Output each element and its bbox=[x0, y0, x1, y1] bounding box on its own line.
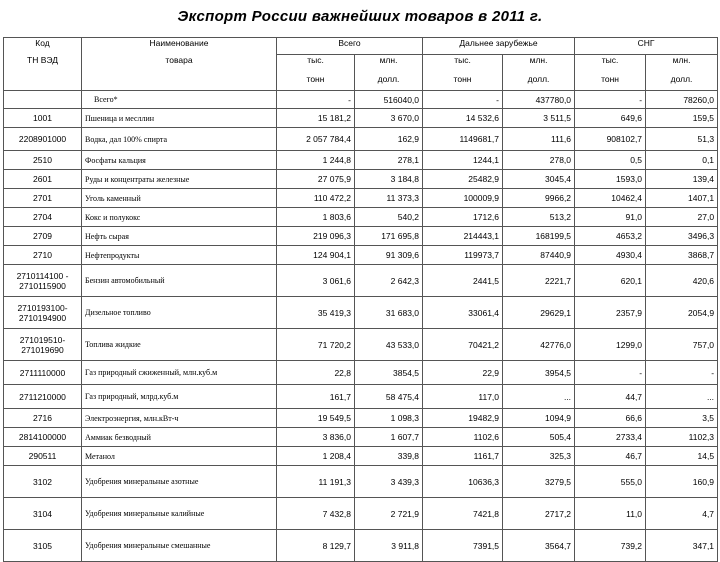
cell-total-tons: 1 244,8 bbox=[277, 151, 355, 170]
cell-far-tons: 33061,4 bbox=[423, 297, 503, 329]
cell-cis-tons: - bbox=[575, 361, 646, 385]
cell-cis-tons: 66,6 bbox=[575, 409, 646, 428]
cell-name: Уголь каменный bbox=[82, 189, 277, 208]
cell-total-usd: 58 475,4 bbox=[355, 385, 423, 409]
table-row bbox=[4, 498, 718, 530]
cell-total-tons: 11 191,3 bbox=[277, 466, 355, 498]
cell-name: Кокс и полукокс bbox=[82, 208, 277, 227]
cell-name: Удобрения минеральные смешанные bbox=[82, 530, 277, 562]
table-row bbox=[4, 128, 718, 151]
cell-code: 2710193100- 2710194900 bbox=[4, 297, 82, 329]
cell-far-usd: 3564,7 bbox=[503, 530, 575, 562]
cell-code: 2710 bbox=[4, 246, 82, 265]
header-code-2: ТН ВЭД bbox=[4, 55, 82, 74]
cell-code: 2709 bbox=[4, 227, 82, 246]
cell-name: Нефть сырая bbox=[82, 227, 277, 246]
header-unit: долл. bbox=[355, 74, 423, 91]
cell-total-usd: 2 642,3 bbox=[355, 265, 423, 297]
cell-far-tons: 25482,9 bbox=[423, 170, 503, 189]
cell-far-tons: 19482,9 bbox=[423, 409, 503, 428]
header-unit: долл. bbox=[503, 74, 575, 91]
cell-far-usd: 1094,9 bbox=[503, 409, 575, 428]
cell-name: Нефтепродукты bbox=[82, 246, 277, 265]
cell-total-usd: 91 309,6 bbox=[355, 246, 423, 265]
cell-total-tons: 8 129,7 bbox=[277, 530, 355, 562]
cell-cis-usd: 0,1 bbox=[646, 151, 718, 170]
cell-code: 1001 bbox=[4, 109, 82, 128]
cell-total-tons: 15 181,2 bbox=[277, 109, 355, 128]
cell-cis-usd: ... bbox=[646, 385, 718, 409]
cell-total-tons: 7 432,8 bbox=[277, 498, 355, 530]
cell-cis-usd: 27,0 bbox=[646, 208, 718, 227]
cell-cis-usd: 14,5 bbox=[646, 447, 718, 466]
cell-code: 2510 bbox=[4, 151, 82, 170]
cell-cis-usd: 139,4 bbox=[646, 170, 718, 189]
cell-name: Метанол bbox=[82, 447, 277, 466]
cell-total-tons: 1 208,4 bbox=[277, 447, 355, 466]
cell-name: Удобрения минеральные азотные bbox=[82, 466, 277, 498]
table-row bbox=[4, 385, 718, 409]
cell-cis-usd: 347,1 bbox=[646, 530, 718, 562]
cell-far-usd: 2221,7 bbox=[503, 265, 575, 297]
cell-far-tons: 2441,5 bbox=[423, 265, 503, 297]
table-row bbox=[4, 466, 718, 498]
cell-cis-usd: 757,0 bbox=[646, 329, 718, 361]
cell-total-usd: 2 721,9 bbox=[355, 498, 423, 530]
header-unit: млн. bbox=[646, 55, 718, 74]
cell-far-usd: 2717,2 bbox=[503, 498, 575, 530]
cell-cis-tons: 11,0 bbox=[575, 498, 646, 530]
cell-name: Удобрения минеральные калийные bbox=[82, 498, 277, 530]
header-cis: СНГ bbox=[575, 38, 718, 55]
cell-far-tons: 14 532,6 bbox=[423, 109, 503, 128]
cell-total-tons: 19 549,5 bbox=[277, 409, 355, 428]
cell-cis-usd: 420,6 bbox=[646, 265, 718, 297]
cell-code: 271019510- 271019690 bbox=[4, 329, 82, 361]
cell-far-usd: 325,3 bbox=[503, 447, 575, 466]
table-row bbox=[4, 189, 718, 208]
table-row bbox=[4, 530, 718, 562]
table-row bbox=[4, 208, 718, 227]
cell-far-tons: 22,9 bbox=[423, 361, 503, 385]
table-row bbox=[4, 109, 718, 128]
cell-cis-tons: 4653,2 bbox=[575, 227, 646, 246]
cell-code: 2814100000 bbox=[4, 428, 82, 447]
cell-name: Аммиак безводный bbox=[82, 428, 277, 447]
cell-total-tons: 3 836,0 bbox=[277, 428, 355, 447]
cell-total-usd: 1 607,7 bbox=[355, 428, 423, 447]
cell-far-usd: ... bbox=[503, 385, 575, 409]
cell-code: 3102 bbox=[4, 466, 82, 498]
cell-total-tons: 27 075,9 bbox=[277, 170, 355, 189]
cell-cis-usd: 4,7 bbox=[646, 498, 718, 530]
cell-name: Пшеница и месллин bbox=[82, 109, 277, 128]
cell-cis-usd: 51,3 bbox=[646, 128, 718, 151]
cell-total-tons: - bbox=[277, 91, 355, 109]
cell-cis-tons: 46,7 bbox=[575, 447, 646, 466]
cell-cis-usd: 159,5 bbox=[646, 109, 718, 128]
cell-cis-usd: 78260,0 bbox=[646, 91, 718, 109]
cell-cis-tons: 649,6 bbox=[575, 109, 646, 128]
cell-cis-tons: 908102,7 bbox=[575, 128, 646, 151]
table-row bbox=[4, 151, 718, 170]
cell-total-usd: 162,9 bbox=[355, 128, 423, 151]
cell-cis-tons: 1593,0 bbox=[575, 170, 646, 189]
cell-name: Бензин автомобильный bbox=[82, 265, 277, 297]
header-name: Наименование bbox=[82, 38, 277, 55]
cell-far-tons: 1161,7 bbox=[423, 447, 503, 466]
cell-total-usd: 31 683,0 bbox=[355, 297, 423, 329]
cell-far-usd: 513,2 bbox=[503, 208, 575, 227]
cell-cis-usd: 3868,7 bbox=[646, 246, 718, 265]
table-row bbox=[4, 447, 718, 466]
cell-cis-usd: 160,9 bbox=[646, 466, 718, 498]
cell-total-tons: 161,7 bbox=[277, 385, 355, 409]
cell-far-tons: 119973,7 bbox=[423, 246, 503, 265]
cell-far-tons: 7391,5 bbox=[423, 530, 503, 562]
cell-far-usd: 3 511,5 bbox=[503, 109, 575, 128]
cell-total-tons: 1 803,6 bbox=[277, 208, 355, 227]
header-unit: тонн bbox=[423, 74, 503, 91]
cell-total-usd: 3 439,3 bbox=[355, 466, 423, 498]
table-header bbox=[4, 38, 718, 91]
cell-total-tons: 71 720,2 bbox=[277, 329, 355, 361]
cell-far-tons: 1712,6 bbox=[423, 208, 503, 227]
cell-total-tons: 110 472,2 bbox=[277, 189, 355, 208]
cell-cis-usd: 3,5 bbox=[646, 409, 718, 428]
cell-cis-tons: 2733,4 bbox=[575, 428, 646, 447]
cell-name: Фосфаты кальция bbox=[82, 151, 277, 170]
cell-far-tons: 10636,3 bbox=[423, 466, 503, 498]
table-row bbox=[4, 361, 718, 385]
cell-far-usd: 3279,5 bbox=[503, 466, 575, 498]
cell-far-tons: 1102,6 bbox=[423, 428, 503, 447]
table-row bbox=[4, 246, 718, 265]
cell-cis-tons: 620,1 bbox=[575, 265, 646, 297]
cell-far-tons: - bbox=[423, 91, 503, 109]
cell-cis-tons: 10462,4 bbox=[575, 189, 646, 208]
cell-cis-tons: - bbox=[575, 91, 646, 109]
header-unit: тыс. bbox=[575, 55, 646, 74]
cell-total-usd: 278,1 bbox=[355, 151, 423, 170]
cell-code: 2701 bbox=[4, 189, 82, 208]
cell-far-usd: 3954,5 bbox=[503, 361, 575, 385]
cell-far-usd: 168199,5 bbox=[503, 227, 575, 246]
cell-name: Топлива жидкие bbox=[82, 329, 277, 361]
table-row bbox=[4, 329, 718, 361]
cell-total-usd: 1 098,3 bbox=[355, 409, 423, 428]
cell-code: 2710114100 - 2710115900 bbox=[4, 265, 82, 297]
header-code: Код bbox=[4, 38, 82, 55]
cell-name: Электроэнергия, млн.кВт-ч bbox=[82, 409, 277, 428]
cell-cis-tons: 2357,9 bbox=[575, 297, 646, 329]
cell-far-usd: 111,6 bbox=[503, 128, 575, 151]
table-row bbox=[4, 265, 718, 297]
table-row bbox=[4, 170, 718, 189]
header-unit: долл. bbox=[646, 74, 718, 91]
cell-cis-tons: 91,0 bbox=[575, 208, 646, 227]
cell-cis-tons: 1299,0 bbox=[575, 329, 646, 361]
cell-code: 2711110000 bbox=[4, 361, 82, 385]
table-row bbox=[4, 428, 718, 447]
cell-cis-tons: 739,2 bbox=[575, 530, 646, 562]
cell-total-usd: 43 533,0 bbox=[355, 329, 423, 361]
cell-total-usd: 3 911,8 bbox=[355, 530, 423, 562]
cell-code: 2716 bbox=[4, 409, 82, 428]
cell-far-tons: 1149681,7 bbox=[423, 128, 503, 151]
cell-cis-usd: 2054,9 bbox=[646, 297, 718, 329]
cell-name: Водка, дал 100% спирта bbox=[82, 128, 277, 151]
cell-total-usd: 3 670,0 bbox=[355, 109, 423, 128]
cell-far-tons: 7421,8 bbox=[423, 498, 503, 530]
cell-far-tons: 117,0 bbox=[423, 385, 503, 409]
cell-far-usd: 278,0 bbox=[503, 151, 575, 170]
table-row bbox=[4, 227, 718, 246]
cell-far-tons: 70421,2 bbox=[423, 329, 503, 361]
header-unit: тыс. bbox=[277, 55, 355, 74]
table-row bbox=[4, 409, 718, 428]
cell-total-tons: 3 061,6 bbox=[277, 265, 355, 297]
cell-cis-tons: 555,0 bbox=[575, 466, 646, 498]
page-title: Экспорт России важнейших товаров в 2011 г. bbox=[177, 8, 543, 25]
cell-cis-usd: - bbox=[646, 361, 718, 385]
cell-name: Дизельное топливо bbox=[82, 297, 277, 329]
cell-cis-usd: 1102,3 bbox=[646, 428, 718, 447]
cell-code: 3104 bbox=[4, 498, 82, 530]
cell-total-usd: 3 184,8 bbox=[355, 170, 423, 189]
cell-far-usd: 42776,0 bbox=[503, 329, 575, 361]
cell-total-tons: 35 419,3 bbox=[277, 297, 355, 329]
cell-total-tons: 22,8 bbox=[277, 361, 355, 385]
cell-total-tons: 124 904,1 bbox=[277, 246, 355, 265]
cell-far-usd: 29629,1 bbox=[503, 297, 575, 329]
cell-name: Газ природный, млрд.куб.м bbox=[82, 385, 277, 409]
cell-far-usd: 505,4 bbox=[503, 428, 575, 447]
cell-code: 2208901000 bbox=[4, 128, 82, 151]
cell-far-usd: 3045,4 bbox=[503, 170, 575, 189]
cell-total-usd: 3854,5 bbox=[355, 361, 423, 385]
cell-cis-usd: 1407,1 bbox=[646, 189, 718, 208]
header-total: Всего bbox=[277, 38, 423, 55]
cell-total-usd: 11 373,3 bbox=[355, 189, 423, 208]
cell-total-tons: 2 057 784,4 bbox=[277, 128, 355, 151]
cell-total-usd: 540,2 bbox=[355, 208, 423, 227]
cell-name: Газ природный сжиженный, млн.куб.м bbox=[82, 361, 277, 385]
header-unit: млн. bbox=[355, 55, 423, 74]
cell-cis-tons: 0,5 bbox=[575, 151, 646, 170]
cell-name: Руды и концентраты железные bbox=[82, 170, 277, 189]
cell-code: 2711210000 bbox=[4, 385, 82, 409]
cell-code: 290511 bbox=[4, 447, 82, 466]
header-name-2: товара bbox=[82, 55, 277, 74]
cell-far-usd: 9966,2 bbox=[503, 189, 575, 208]
header-unit: тонн bbox=[575, 74, 646, 91]
total-row bbox=[4, 91, 718, 109]
cell-far-usd: 87440,9 bbox=[503, 246, 575, 265]
cell-far-tons: 1244,1 bbox=[423, 151, 503, 170]
cell-far-tons: 100009,9 bbox=[423, 189, 503, 208]
cell-total-usd: 171 695,8 bbox=[355, 227, 423, 246]
cell-cis-usd: 3496,3 bbox=[646, 227, 718, 246]
cell-far-tons: 214443,1 bbox=[423, 227, 503, 246]
cell-cis-tons: 4930,4 bbox=[575, 246, 646, 265]
table-body bbox=[4, 91, 718, 562]
header-unit: тонн bbox=[277, 74, 355, 91]
cell-code: 2601 bbox=[4, 170, 82, 189]
header-far-abroad: Дальнее зарубежье bbox=[423, 38, 575, 55]
total-label: Всего* bbox=[82, 91, 277, 109]
cell-code: 2704 bbox=[4, 208, 82, 227]
cell-code: 3105 bbox=[4, 530, 82, 562]
header-unit: тыс. bbox=[423, 55, 503, 74]
cell-total-tons: 219 096,3 bbox=[277, 227, 355, 246]
table-row bbox=[4, 297, 718, 329]
export-table bbox=[3, 37, 718, 562]
cell-total-usd: 516040,0 bbox=[355, 91, 423, 109]
cell-total-usd: 339,8 bbox=[355, 447, 423, 466]
cell-cis-tons: 44,7 bbox=[575, 385, 646, 409]
header-unit: млн. bbox=[503, 55, 575, 74]
cell-far-usd: 437780,0 bbox=[503, 91, 575, 109]
